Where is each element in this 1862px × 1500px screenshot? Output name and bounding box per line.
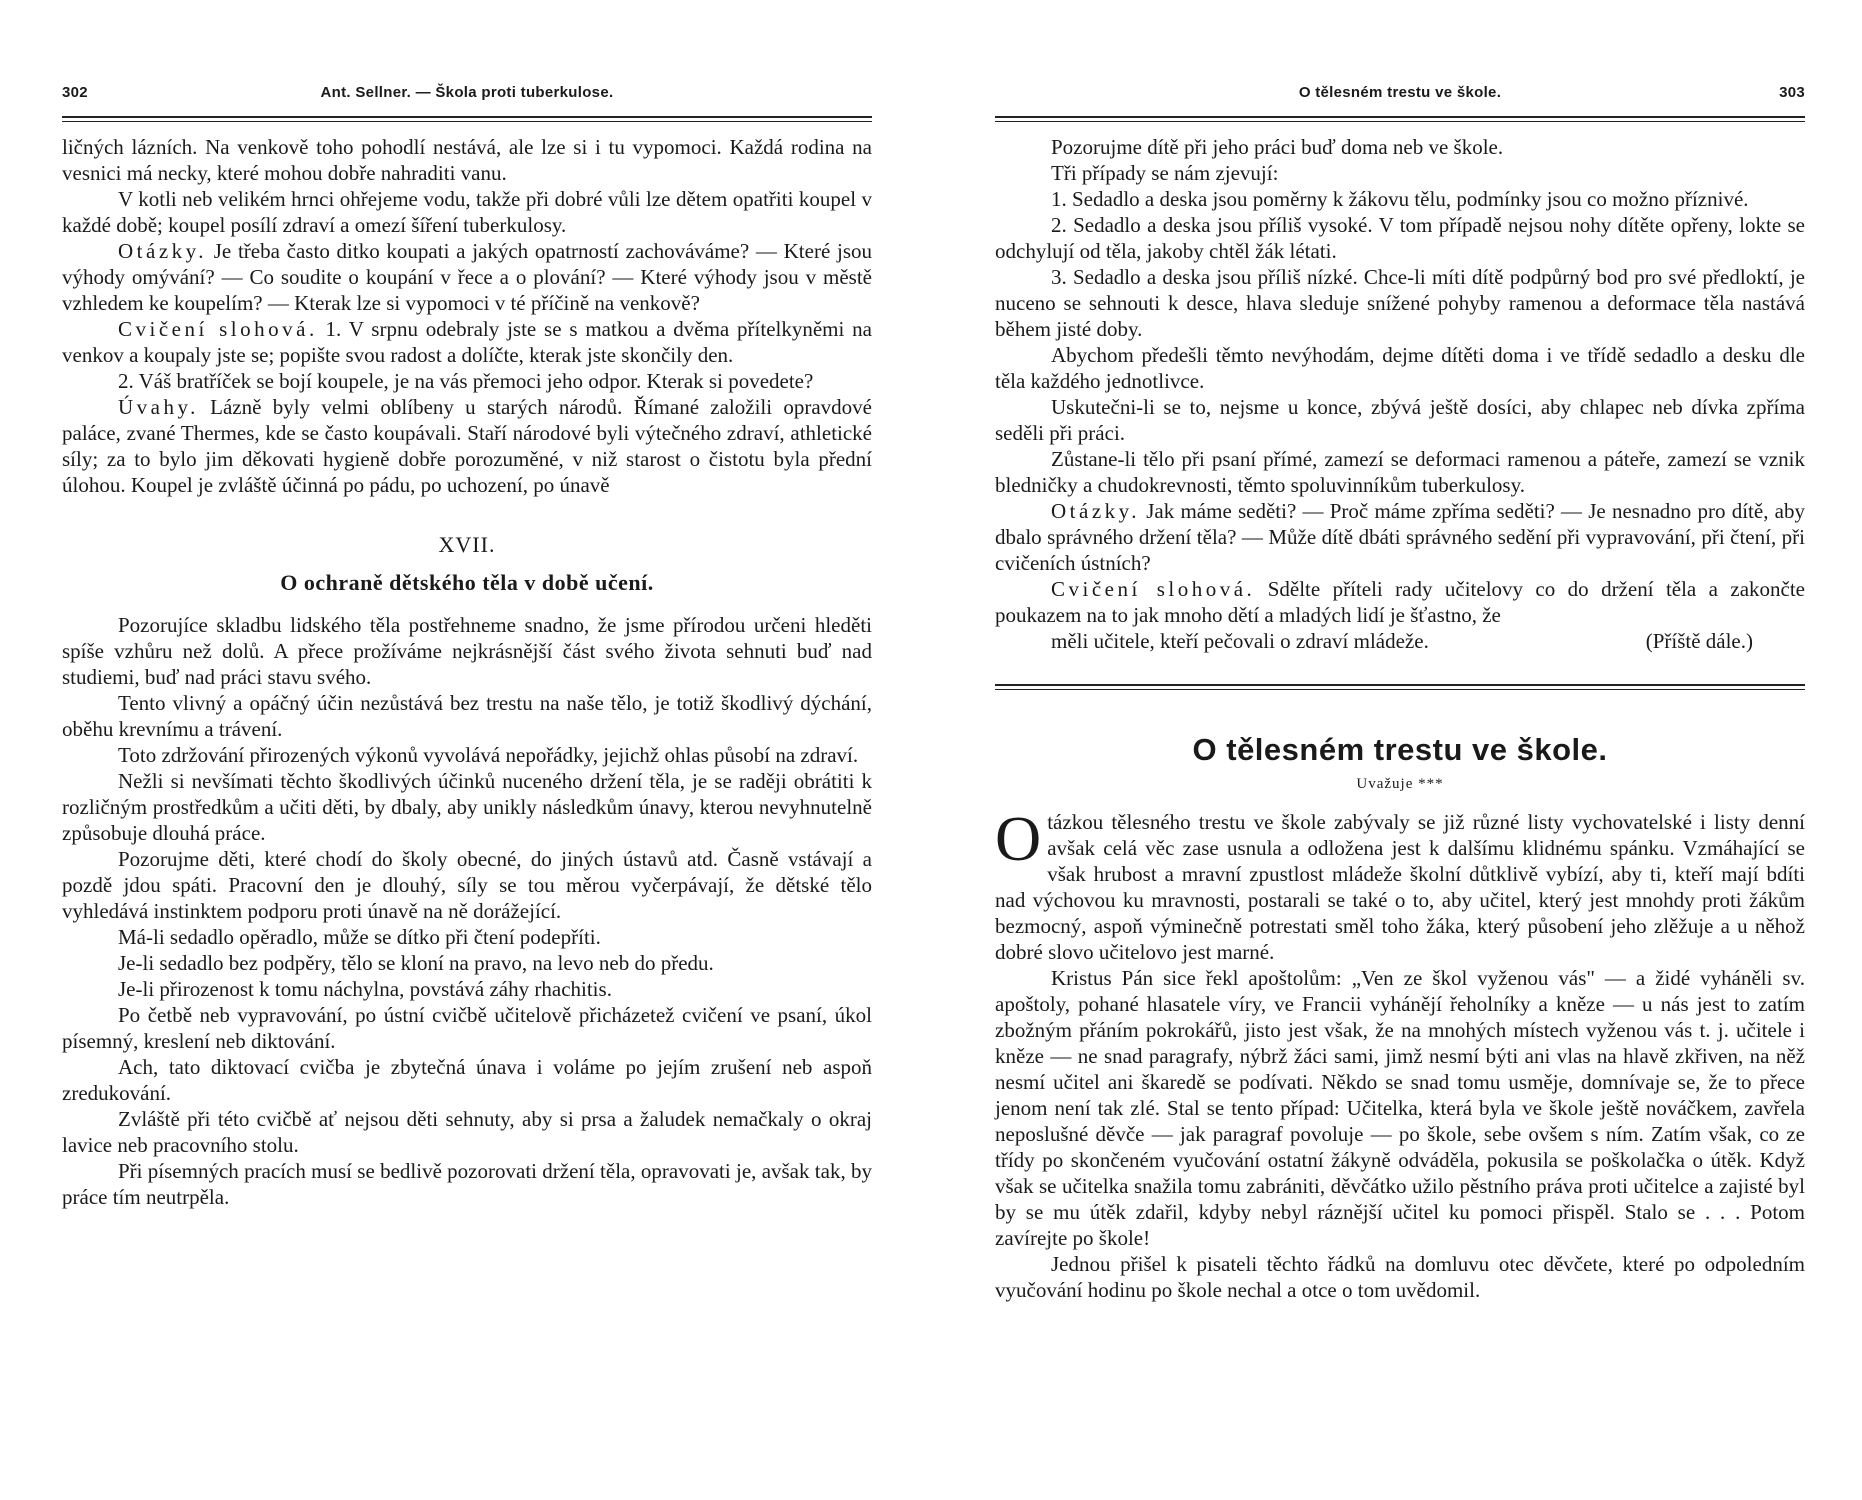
exercises-closing-line xyxy=(995,628,1805,654)
exercises-label: Cvičení slohová. xyxy=(1051,577,1256,601)
byline: Uvažuje *** xyxy=(1356,776,1444,792)
section-number: XVII. xyxy=(438,532,496,557)
reflections-text: Lázně byly velmi oblíbeny u starých národů. Římané založili opravdové paláce, zvané Thermes, kde se často koupávali. Staří národové byli výtečného zdraví, athletické síly; za to bylo jim děkovati hygieně dobře porozuměné, v niž starost o čistotu byla přední úlohou. Koupel je zvláště účinná po pádu, po uchození, po únavě xyxy=(62,395,872,497)
paragraph: 1. Sedadlo a deska jsou poměrny k žákovu tělu, podmínky jsou co možno příznivé. xyxy=(1051,187,1749,211)
paragraph: V kotli neb velikém hrnci ohřejeme vodu, takže při dobré vůli lze dětem opatřiti koupel v každé době; koupel posílí zdraví a omezí šíření tuberkulosy. xyxy=(62,187,872,237)
paragraph: Kristus Pán sice řekl apoštolům: „Ven ze škol vyženou vás" — a židé vyháněli sv. apoštoly, pohané hlasatele víry, ve Francii vyhánějí řeholníky a kněze — u nás jest to zatím zbožným přáním pokrokářů, jisto jest však, že na mnohých místech vyženou vás t. j. učitele i kněze — ne snad paragrafy, nýbrž žáci sami, jimž nesmí býti ani vlas na hlavě zkřiven, na něž nesmí učitel ani škaredě se podívati. Někdo se snad tomu usměje, domnívaje se, že to přece jenom není tak zlé. Stal se tento případ: Učitelka, která byla ve škole ještě nováčkem, zavřela neposlušné děvče — jak paragraf povoluje — po škole, sebe ovšem s ním. Zatím však, co ze třídy po skončeném vyučování ostatní žákyně odváděla, pokusila se poškolačka o útěk. Když však se učitelka snažila tomu zabrániti, děvčátko užilo pěstního práva proti učitelce a zajisté byl by se mu útěk zdařil, kdyby nebyl ráznější učitel ku pomoci přispěl. Stalo se . . . Potom zavírejte po škole! xyxy=(995,966,1805,1250)
right-page-header xyxy=(995,84,1805,110)
paragraph: Tento vlivný a opáčný účin nezůstává bez trestu na naše tělo, je totiž škodlivý dýchání, oběhu krevnímu a trávení. xyxy=(62,691,872,741)
header-rule xyxy=(995,116,1805,122)
paragraph: Pozorujíce skladbu lidského těla postřehneme snadno, že jsme přírodou určeni hleděti spíše vzhůru než dolů. A přece prožíváme nejkrásnější část svého života sehnuti buď nad studiemi, buď nad práci stavu svého. xyxy=(62,613,872,689)
questions-paragraph xyxy=(995,498,1805,576)
paragraph: Je-li přirozenost k tomu náchylna, povstává záhy rhachitis. xyxy=(118,977,612,1001)
paragraph: Zůstane-li tělo při psaní přímé, zamezí se deformaci ramenou a páteře, zamezí se vznik bledničky a chudokrevnosti, těmto spoluvinníkům tuberkulosy. xyxy=(995,447,1805,497)
left-page-body xyxy=(62,134,872,1210)
header-rule xyxy=(62,116,872,122)
left-page xyxy=(62,0,872,1210)
reflections-label: Úvahy. xyxy=(118,395,199,419)
right-page-body xyxy=(995,134,1805,654)
paragraph: Zvláště při této cvičbě ať nejsou děti sehnuty, aby si prsa a žaludek nemačkaly o okraj lavice neb pracovního stolu. xyxy=(62,1107,872,1157)
right-page xyxy=(995,0,1805,1303)
questions-label: Otázky. xyxy=(1051,499,1141,523)
paragraph: Toto zdržování přirozených výkonů vyvolává nepořádky, jejichž ohlas působí na zdraví. xyxy=(118,743,859,767)
exercises-paragraph xyxy=(62,316,872,368)
continued-note: (Příště dále.) xyxy=(1645,629,1753,653)
exercises-last-line: měli učitele, kteří pečovali o zdraví mládeže. xyxy=(1051,629,1429,653)
paragraph: Pozorujme dítě při jeho práci buď doma neb ve škole. xyxy=(1051,135,1504,159)
exercise-2: 2. Váš bratříček se bojí koupele, je na vás přemoci jeho odpor. Kterak si povedete? xyxy=(118,369,814,393)
exercises-paragraph xyxy=(995,576,1805,628)
paragraph: Ach, tato diktovací cvičba je zbytečná únava i voláme po jejím zrušení neb aspoň zredukování. xyxy=(62,1055,872,1105)
paragraph: ličných lázních. Na venkově toho pohodlí nestává, ale lze si i tu vypomoci. Každá rodina na vesnici má necky, které mohou dobře nahraditi vanu. xyxy=(62,135,872,185)
paragraph: Nežli si nevšímati těchto škodlivých účinků nuceného držení těla, je se raději obrátiti k rozličným prostředkům a učiti děti, by dbaly, aby unikly následkům únavy, kterou nevyhnutelně způsobuje dlouhá práce. xyxy=(62,769,872,845)
running-head: Ant. Sellner. — Škola proti tuberkulose. xyxy=(320,84,614,101)
paragraph: Abychom předešli těmto nevýhodám, dejme dítěti doma i ve třídě sedadlo a desku dle těla každého jednotlivce. xyxy=(995,343,1805,393)
article-title: O tělesném trestu ve škole. xyxy=(1192,732,1608,767)
paragraph: Po četbě neb vypravování, po ústní cvičbě učitelově přicházetež cvičení ve psaní, úkol písemný, kreslení neb diktování. xyxy=(62,1003,872,1053)
running-head: O tělesném trestu ve škole. xyxy=(1298,84,1502,101)
drop-cap: O xyxy=(995,803,1042,874)
article-first-paragraph xyxy=(995,803,1805,965)
paragraph: Při písemných pracích musí se bedlivě pozorovati držení těla, opravovati je, avšak tak, by práce tím neutrpěla. xyxy=(62,1159,872,1209)
page-number: 302 xyxy=(62,84,88,101)
reflections-paragraph xyxy=(62,394,872,498)
paragraph: Pozorujme děti, které chodí do školy obecné, do jiných ústavů atd. Časně vstávají a pozdě jdou spáti. Pracovní den je dlouhý, síly se tou měrou vyčerpávají, že dětské tělo vyhledává instinktem podporu proti únavě na ně dorážející. xyxy=(62,847,872,923)
paragraph: 2. Sedadlo a deska jsou příliš vysoké. V tom případě nejsou nohy dítěte opřeny, lokte se odchylují od těla, jakoby chtěl žák létati. xyxy=(995,213,1805,263)
paragraph: 3. Sedadlo a deska jsou příliš nízké. Chce-li míti dítě podpůrný bod pro své předloktí, je nuceno se sehnouti k desce, hlava sleduje snížené pohyby ramenou a deformace těla nastává během jisté doby. xyxy=(995,265,1805,341)
paragraph: Uskutečni-li se to, nejsme u konce, zbývá ještě dosíci, aby chlapec neb dívka zpříma seděli při práci. xyxy=(995,395,1805,445)
questions-label: Otázky. xyxy=(118,239,208,263)
exercises-text: Sdělte příteli rady učitelovy co do držení těla a zakončte poukazem na to jak mnoho dětí a mladých lidí je šťastno, že xyxy=(995,577,1806,627)
exercises-label: Cvičení slohová. xyxy=(118,317,318,341)
questions-paragraph xyxy=(62,238,872,316)
page-number: 303 xyxy=(1779,84,1805,101)
questions-text: Je třeba často ditko koupati a jakých opatrností zachováváme? — Které jsou výhody omývání? — Co soudite o koupání v řece a o plování? — Které výhody jsou v městě vzhledem ke koupelím? — Kterak lze si vypomoci v té příčině na venkově? xyxy=(62,239,872,315)
exercises-text: 1. V srpnu odebraly jste se s matkou a dvěma přítelkyněmi na venkov a koupaly jste se; popište svou radost a dolíčte, kterak jste skončily den. xyxy=(62,317,872,367)
section-title: O ochraně dětského těla v době učení. xyxy=(280,570,654,595)
paragraph: Tři případy se nám zjevují: xyxy=(1051,161,1279,185)
article-separator-rule xyxy=(995,684,1805,690)
left-page-header xyxy=(62,84,872,110)
questions-text: Jak máme seděti? — Proč máme zpříma seděti? — Je nesnadno pro dítě, aby dbalo správného držení těla? — Může dítě dbáti správného sedění při vypravování, při čtení, při cvičeních ústních? xyxy=(995,499,1805,575)
paragraph: Má-li sedadlo opěradlo, může se dítko při čtení podepříti. xyxy=(118,925,601,949)
paragraph: Jednou přišel k pisateli těchto řádků na domluvu otec děvčete, které po odpoledním vyučování hodinu po škole nechal a otce o tom uvědomil. xyxy=(995,1252,1805,1302)
paragraph: Je-li sedadlo bez podpěry, tělo se kloní na pravo, na levo neb do předu. xyxy=(118,951,714,975)
article-first-text: tázkou tělesného trestu ve škole zabývaly se již různé listy vychovatelské i listy denní avšak celá věc zase usnula a odložena jest k dalšímu klidnému spánku. Vzmáhající se však hrubost a mravní zpustlost mládeže školní důtklivě vybízí, aby ti, kteří mají bdíti nad výchovou ku mravnosti, postarali se také o to, aby učitel, který jest mnohdy proti žákům bezmocný, aspoň výminečně potrestati směl toho žáka, který působení jeho zlěžuje a u něhož dobré slovo učitelovo jest marné. xyxy=(995,810,1805,964)
article-body xyxy=(995,803,1805,1303)
